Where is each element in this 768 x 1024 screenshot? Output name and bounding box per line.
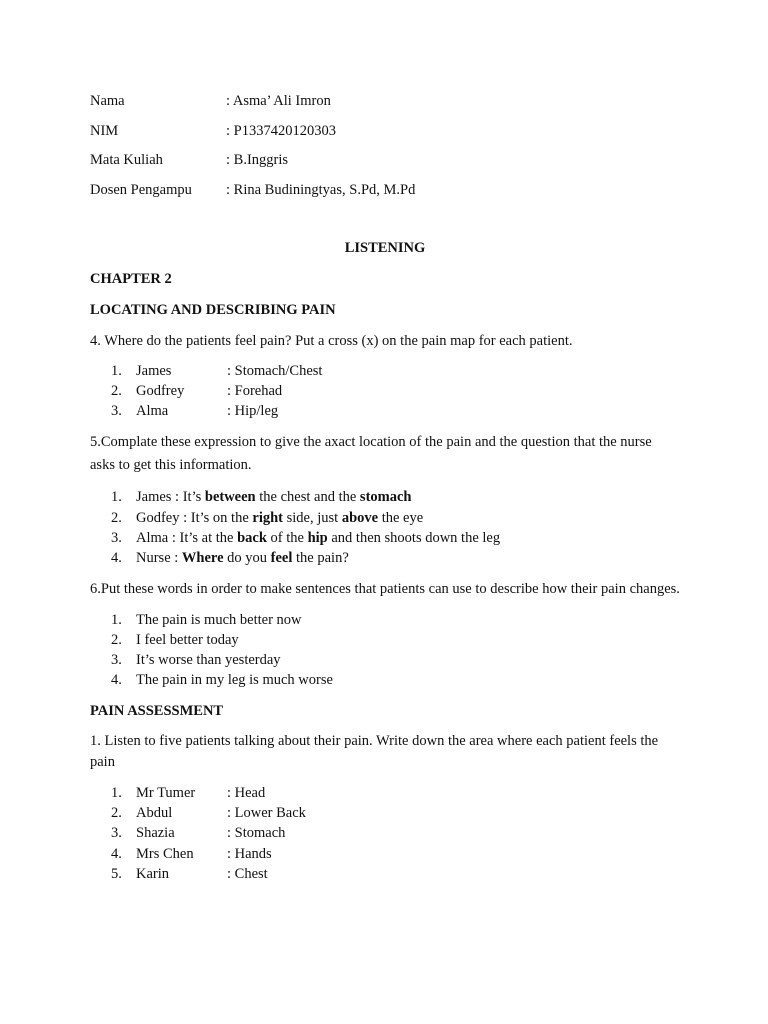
question-4-list	[90, 361, 680, 422]
info-value: : B.Inggris	[226, 152, 289, 168]
list-item: 4. Nurse : Where do you feel the pain?	[111, 550, 349, 567]
list-item: 4. The pain in my leg is much worse	[111, 672, 333, 689]
info-row-nama	[90, 91, 680, 111]
list-item: 3. It’s worse than yesterday	[111, 652, 281, 669]
section-heading-pain-assessment: PAIN ASSESSMENT	[90, 702, 224, 719]
question-6-list	[90, 610, 680, 691]
list-item: 1. James : Stomach/Chest	[111, 362, 323, 379]
list-item: 3. Alma : It’s at the back of the hip and then shoots down the leg	[111, 529, 501, 546]
document-page	[90, 91, 680, 884]
info-label: NIM	[90, 122, 119, 139]
page-title: LISTENING	[344, 239, 426, 256]
list-item: 4. Mrs Chen : Hands	[111, 845, 272, 862]
list-item: 1. The pain is much better now	[111, 611, 302, 628]
section-heading-locating: LOCATING AND DESCRIBING PAIN	[90, 301, 336, 318]
info-row-mata-kuliah	[90, 150, 680, 170]
info-label: Dosen Pengampu	[90, 181, 192, 198]
question-6: 6.Put these words in order to make sentences that patients can use to describe how their pain changes.	[90, 580, 680, 597]
list-item: 1. James : It’s between the chest and the stomach	[111, 489, 412, 506]
list-item: 2. Godfrey : Forehad	[111, 382, 283, 399]
info-value: : Asma’ Ali Imron	[226, 93, 331, 109]
info-label: Nama	[90, 93, 125, 109]
list-item: 1. Mr Tumer : Head	[111, 784, 266, 801]
list-item: 2. I feel better today	[111, 631, 239, 648]
list-item: 2. Godfey : It’s on the right side, just above the eye	[111, 509, 424, 526]
list-item: 5. Karin : Chest	[111, 865, 268, 882]
list-item: 2. Abdul : Lower Back	[111, 805, 306, 822]
info-label: Mata Kuliah	[90, 152, 163, 168]
question-4: 4. Where do the patients feel pain? Put a cross (x) on the pain map for each patient.	[90, 332, 573, 349]
pain-assessment-list	[90, 783, 680, 884]
info-value: : P1337420120303	[226, 122, 336, 139]
pain-assessment-question-1: 1. Listen to five patients talking about their pain. Write down the area where each patient feels the pain	[90, 732, 659, 770]
info-row-dosen	[90, 180, 680, 200]
list-item: 3. Shazia : Stomach	[111, 825, 286, 842]
info-row-nim	[90, 121, 680, 141]
chapter-heading: CHAPTER 2	[90, 270, 172, 287]
question-5-list	[90, 487, 680, 568]
question-5: 5.Complate these expression to give the axact location of the pain and the question that the nurse asks to get this information.	[90, 434, 652, 474]
info-value: : Rina Budiningtyas, S.Pd, M.Pd	[226, 181, 416, 198]
list-item: 3. Alma : Hip/leg	[111, 403, 279, 420]
